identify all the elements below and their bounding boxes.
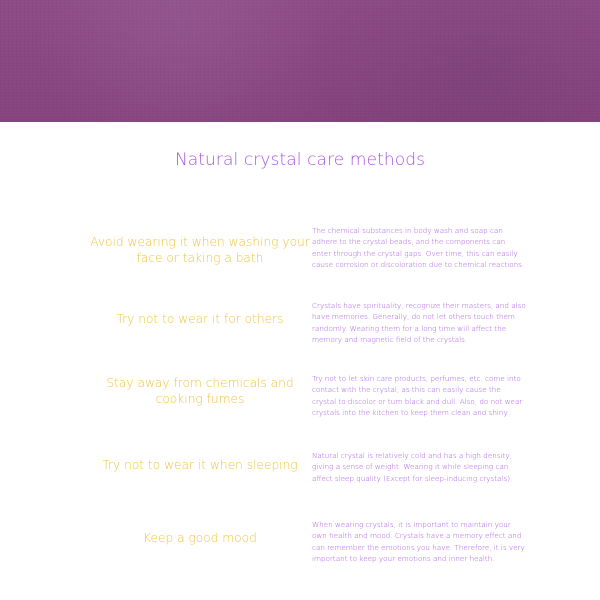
care-item-title: Try not to wear it when sleeping [102, 458, 298, 472]
care-item-title: Avoid wearing it when washing your face or taking a bath [90, 235, 310, 265]
care-item-description: Try not to let skin care products, perfumes, etc. come into contact with the crystal, as this can easily cause the crystal to discolor or turn black and dull. Also, do not wear crystals into the kitchen to keep them clean and shiny. [312, 374, 523, 418]
care-item-1 [0, 225, 600, 287]
care-item-title: Stay away from chemicals and cooking fumes [106, 376, 294, 406]
care-item-description: Crystals have spirituality, recognize their masters, and also have memories. Generally, do not let others touch them randomly. Wearing them for a long time will affect the memory and magnetic field of the crystals. [312, 301, 526, 345]
hero-banner [0, 0, 600, 122]
care-item-title: Keep a good mood [143, 531, 257, 545]
care-item-3 [0, 373, 600, 431]
care-item-5 [0, 519, 600, 579]
page-title: Natural crystal care methods [174, 150, 426, 170]
care-item-description: When wearing crystals, it is important to maintain your own health and mood. Crystals have a memory effect and can remember the emotions you have. Therefore, it is very important to keep your emotions and inner health. [312, 520, 525, 564]
care-item-4 [0, 450, 600, 500]
care-item-description: Natural crystal is relatively cold and has a high density, giving a sense of weight. Wearing it while sleeping can affect sleep quality (Except for sleep-inducing crystals). [312, 451, 513, 483]
care-item-2 [0, 300, 600, 358]
care-item-description: The chemical substances in body wash and soap can adhere to the crystal beads, and the components can enter through the crystal gaps. Over time, this can easily cause corrosion or discoloration due to chemical reactions. [312, 226, 525, 270]
care-item-title: Try not to wear it for others [116, 312, 284, 326]
